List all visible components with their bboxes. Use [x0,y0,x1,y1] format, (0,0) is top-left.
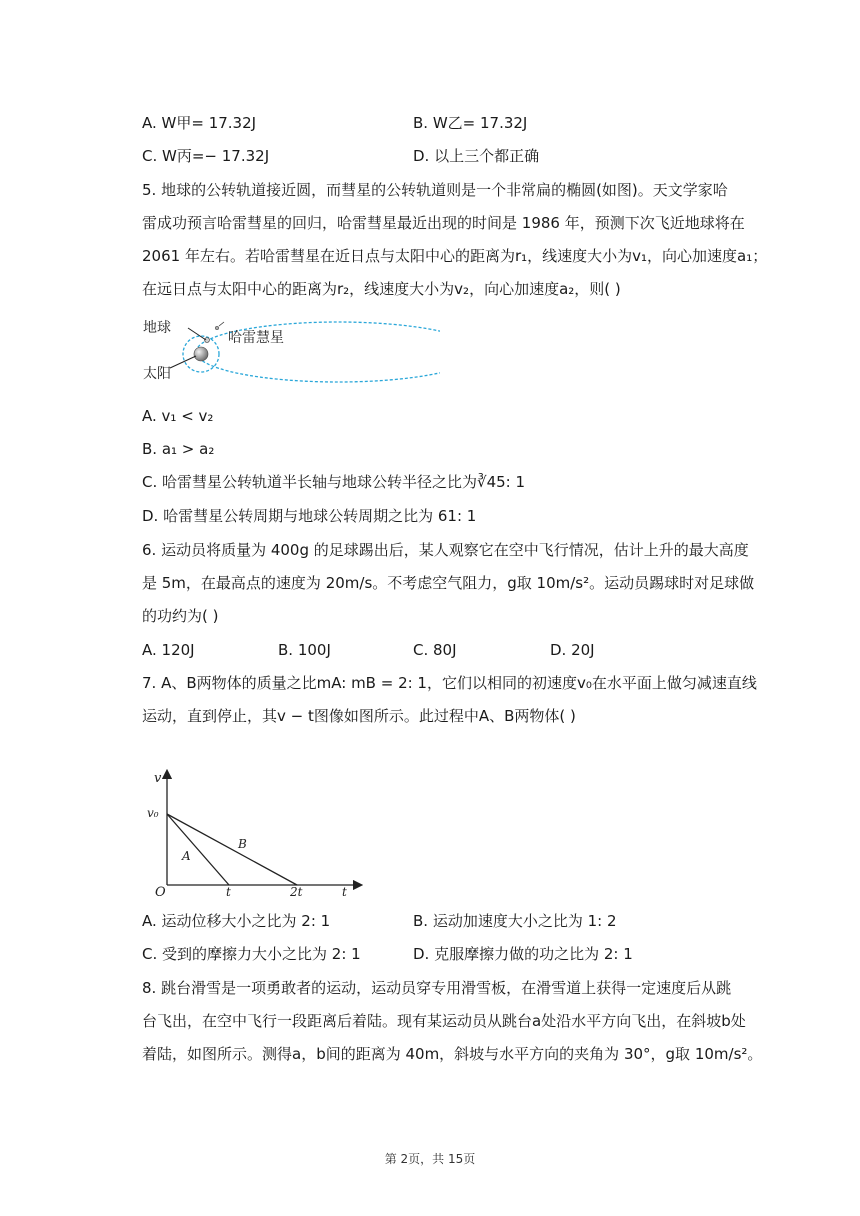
v-axis-label: v [154,771,162,786]
line-a [167,814,229,885]
q4-option-a: A. W甲= 17.32J [142,114,257,132]
q7-option-c: C. 受到的摩擦力大小之比为 2: 1 [142,945,361,963]
comet-tail [219,322,224,326]
line-b-label: B [238,837,247,851]
q5-option-a: A. v₁ < v₂ [142,407,214,425]
comet-orbit-figure [140,310,440,390]
q7-option-d: D. 克服摩擦力做的功之比为 2: 1 [413,945,633,963]
q5-text-line1: 5. 地球的公转轨道接近圆，而彗星的公转轨道则是一个非常扁的椭圆(如图)。天文学家哈 [142,181,728,199]
comet-label: 哈雷慧星 [228,330,284,346]
q6-option-d: D. 20J [550,641,595,659]
vt-graph [140,768,370,898]
q7-option-a: A. 运动位移大小之比为 2: 1 [142,912,331,930]
q6-text-line3: 的功约为( ) [142,607,219,625]
q5-option-d: D. 哈雷彗星公转周期与地球公转周期之比为 61: 1 [142,507,477,525]
q4-option-d: D. 以上三个都正确 [413,147,540,165]
q7-text-line2: 运动，直到停止，其v − t图像如图所示。此过程中A、B两物体( ) [142,707,576,725]
q7-option-b: B. 运动加速度大小之比为 1: 2 [413,912,617,930]
q6-text-line2: 是 5m，在最高点的速度为 20m/s。不考虑空气阻力，g取 10m/s²。运动员踢球时对足球做 [142,574,755,592]
sun [194,347,208,361]
line-a-label: A [182,849,191,863]
page-footer: 第 2页，共 15页 [384,1152,476,1166]
t-axis-label: t [342,885,347,898]
vt-graph-figure [140,768,370,898]
t-tick-label: t [226,885,231,898]
q6-text-line1: 6. 运动员将质量为 400g 的足球踢出后，某人观察它在空中飞行情况，估计上升的最大高度 [142,541,749,559]
q6-option-a: A. 120J [142,641,195,659]
q5-option-b: B. a₁ > a₂ [142,440,215,458]
origin-label: O [155,885,166,898]
q6-option-c: C. 80J [413,641,457,659]
q7-text-line1: 7. A、B两物体的质量之比mA: mB = 2: 1，它们以相同的初速度v₀在水平面上做匀减速直线 [142,674,757,692]
earth-pointer [188,328,206,340]
two-t-tick-label: 2t [290,885,303,898]
sun-label: 太阳 [143,366,171,382]
comet [215,326,219,330]
q4-option-b: B. W乙= 17.32J [413,114,528,132]
q6-option-b: B. 100J [278,641,331,659]
earth-label: 地球 [143,320,171,336]
q5-text-line4: 在远日点与太阳中心的距离为r₂，线速度大小为v₂，向心加速度a₂，则( ) [142,280,621,298]
q8-text-line1: 8. 跳台滑雪是一项勇敢者的运动，运动员穿专用滑雪板，在滑雪道上获得一定速度后从跳 [142,979,732,997]
q8-text-line2: 台飞出，在空中飞行一段距离后着陆。现有某运动员从跳台a处沿水平方向飞出，在斜坡b处 [142,1012,746,1030]
comet-orbit-diagram [140,310,440,390]
q5-text-line2: 雷成功预言哈雷彗星的回归，哈雷彗星最近出现的时间是 1986 年，预测下次飞近地球将在 [142,214,745,232]
q8-text-line3: 着陆，如图所示。测得a，b间的距离为 40m，斜坡与水平方向的夹角为 30°，g取 10m/s²。 [142,1045,763,1063]
q5-option-c: C. 哈雷彗星公转轨道半长轴与地球公转半径之比为∛45: 1 [142,473,526,491]
q5-text-line3: 2061 年左右。若哈雷彗星在近日点与太阳中心的距离为r₁，线速度大小为v₁，向心加速度a₁； [142,247,768,265]
q4-option-c: C. W丙=− 17.32J [142,147,270,165]
v0-label: v₀ [147,806,159,820]
